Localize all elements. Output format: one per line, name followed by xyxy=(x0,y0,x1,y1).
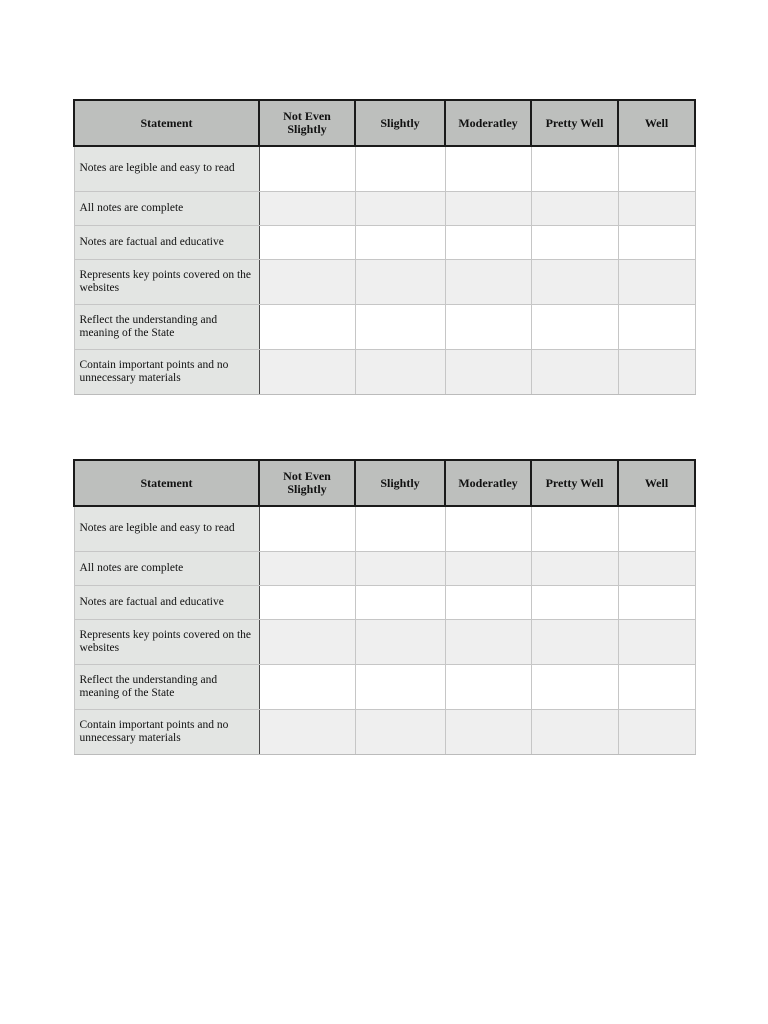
rating-cell-pretty-well[interactable] xyxy=(531,665,618,710)
rating-cell-well[interactable] xyxy=(618,192,695,226)
statement-cell: Contain important points and no unnecessary materials xyxy=(74,350,259,395)
rating-cell-well[interactable] xyxy=(618,620,695,665)
rating-cell-not-even-slightly[interactable] xyxy=(259,586,355,620)
statement-cell: Notes are legible and easy to read xyxy=(74,146,259,192)
rating-cell-not-even-slightly[interactable] xyxy=(259,710,355,755)
rating-cell-not-even-slightly[interactable] xyxy=(259,506,355,552)
statement-cell: Notes are factual and educative xyxy=(74,586,259,620)
rating-cell-slightly[interactable] xyxy=(355,226,445,260)
rating-cell-pretty-well[interactable] xyxy=(531,260,618,305)
rating-cell-well[interactable] xyxy=(618,260,695,305)
rating-cell-moderately[interactable] xyxy=(445,710,531,755)
header-pretty-well: Pretty Well xyxy=(531,460,618,506)
rating-cell-slightly[interactable] xyxy=(355,620,445,665)
rating-cell-moderately[interactable] xyxy=(445,192,531,226)
table-row xyxy=(74,665,695,710)
rating-cell-slightly[interactable] xyxy=(355,506,445,552)
rating-cell-moderately[interactable] xyxy=(445,146,531,192)
rating-cell-moderately[interactable] xyxy=(445,665,531,710)
rating-cell-well[interactable] xyxy=(618,552,695,586)
rating-cell-slightly[interactable] xyxy=(355,260,445,305)
rating-cell-pretty-well[interactable] xyxy=(531,586,618,620)
rating-cell-not-even-slightly[interactable] xyxy=(259,146,355,192)
rating-cell-not-even-slightly[interactable] xyxy=(259,350,355,395)
rating-cell-pretty-well[interactable] xyxy=(531,146,618,192)
rating-table-2 xyxy=(73,459,696,755)
rating-cell-moderately[interactable] xyxy=(445,260,531,305)
rating-cell-not-even-slightly[interactable] xyxy=(259,226,355,260)
rating-cell-pretty-well[interactable] xyxy=(531,506,618,552)
statement-cell: All notes are complete xyxy=(74,192,259,226)
rating-cell-pretty-well[interactable] xyxy=(531,350,618,395)
rating-cell-well[interactable] xyxy=(618,350,695,395)
statement-cell: Notes are legible and easy to read xyxy=(74,506,259,552)
rating-cell-slightly[interactable] xyxy=(355,192,445,226)
rating-cell-well[interactable] xyxy=(618,506,695,552)
table-row xyxy=(74,506,695,552)
rating-cell-well[interactable] xyxy=(618,226,695,260)
rating-cell-slightly[interactable] xyxy=(355,665,445,710)
table-row xyxy=(74,192,695,226)
rating-cell-well[interactable] xyxy=(618,305,695,350)
rating-cell-moderately[interactable] xyxy=(445,506,531,552)
table-row xyxy=(74,586,695,620)
header-well: Well xyxy=(618,460,695,506)
table-row xyxy=(74,710,695,755)
table-row xyxy=(74,350,695,395)
rating-cell-not-even-slightly[interactable] xyxy=(259,305,355,350)
statement-cell: All notes are complete xyxy=(74,552,259,586)
statement-cell: Represents key points covered on the websites xyxy=(74,620,259,665)
table-row xyxy=(74,260,695,305)
statement-cell: Reflect the understanding and meaning of the State xyxy=(74,665,259,710)
header-pretty-well: Pretty Well xyxy=(531,100,618,146)
rating-cell-slightly[interactable] xyxy=(355,710,445,755)
rating-cell-slightly[interactable] xyxy=(355,305,445,350)
rating-cell-not-even-slightly[interactable] xyxy=(259,260,355,305)
header-moderately: Moderatley xyxy=(445,460,531,506)
table-row xyxy=(74,305,695,350)
rating-cell-well[interactable] xyxy=(618,146,695,192)
statement-cell: Contain important points and no unnecessary materials xyxy=(74,710,259,755)
table-row xyxy=(74,146,695,192)
rating-table-1 xyxy=(73,99,696,395)
header-row xyxy=(74,100,695,146)
rating-cell-pretty-well[interactable] xyxy=(531,710,618,755)
statement-cell: Represents key points covered on the websites xyxy=(74,260,259,305)
table-row xyxy=(74,620,695,665)
rating-cell-slightly[interactable] xyxy=(355,350,445,395)
header-slightly: Slightly xyxy=(355,460,445,506)
header-slightly: Slightly xyxy=(355,100,445,146)
rating-cell-pretty-well[interactable] xyxy=(531,305,618,350)
header-row xyxy=(74,460,695,506)
rating-cell-pretty-well[interactable] xyxy=(531,226,618,260)
rating-cell-slightly[interactable] xyxy=(355,586,445,620)
rating-cell-moderately[interactable] xyxy=(445,586,531,620)
statement-cell: Reflect the understanding and meaning of the State xyxy=(74,305,259,350)
rating-cell-not-even-slightly[interactable] xyxy=(259,192,355,226)
statement-cell: Notes are factual and educative xyxy=(74,226,259,260)
rating-cell-well[interactable] xyxy=(618,710,695,755)
header-not-even-slightly: Not Even Slightly xyxy=(259,100,355,146)
table-row xyxy=(74,226,695,260)
rating-cell-slightly[interactable] xyxy=(355,552,445,586)
header-well: Well xyxy=(618,100,695,146)
rating-cell-moderately[interactable] xyxy=(445,226,531,260)
header-statement: Statement xyxy=(74,460,259,506)
table-row xyxy=(74,552,695,586)
rating-cell-well[interactable] xyxy=(618,665,695,710)
rating-cell-well[interactable] xyxy=(618,586,695,620)
header-moderately: Moderatley xyxy=(445,100,531,146)
rating-cell-pretty-well[interactable] xyxy=(531,192,618,226)
rating-cell-slightly[interactable] xyxy=(355,146,445,192)
rating-cell-moderately[interactable] xyxy=(445,305,531,350)
rating-cell-pretty-well[interactable] xyxy=(531,552,618,586)
rating-cell-not-even-slightly[interactable] xyxy=(259,552,355,586)
rating-cell-not-even-slightly[interactable] xyxy=(259,620,355,665)
rating-cell-pretty-well[interactable] xyxy=(531,620,618,665)
rating-cell-not-even-slightly[interactable] xyxy=(259,665,355,710)
header-not-even-slightly: Not Even Slightly xyxy=(259,460,355,506)
rating-cell-moderately[interactable] xyxy=(445,350,531,395)
rating-cell-moderately[interactable] xyxy=(445,552,531,586)
rating-cell-moderately[interactable] xyxy=(445,620,531,665)
header-statement: Statement xyxy=(74,100,259,146)
